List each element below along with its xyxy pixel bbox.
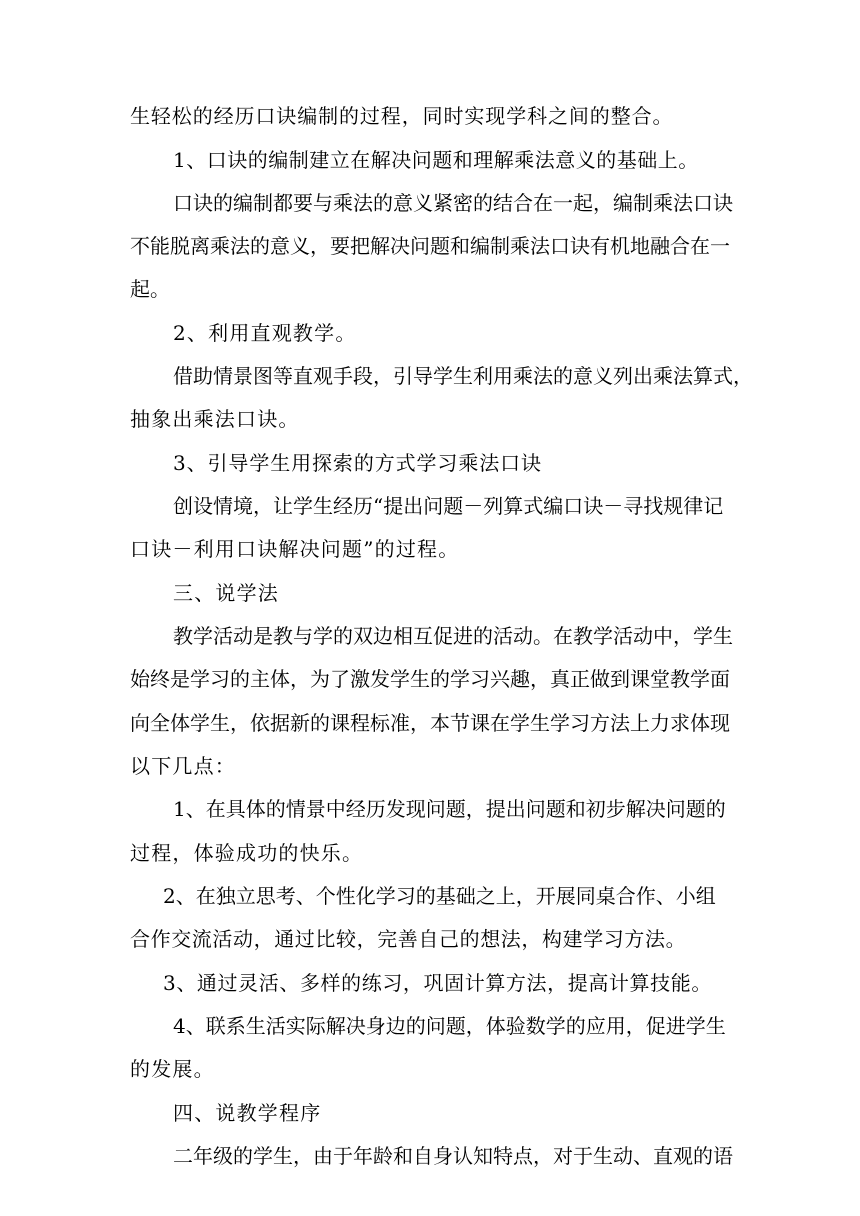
text-line: 三、说学法: [173, 581, 279, 605]
text-line: 四、说教学程序: [173, 1101, 322, 1125]
text-line: 创设情境，让学生经历“提出问题－列算式编口诀－寻找规律记: [173, 494, 724, 518]
text-line: 向全体学生，依据新的课程标准，本节课在学生学习方法上力求体现: [130, 711, 730, 735]
text-line: 生轻松的经历口诀编制的过程，同时实现学科之间的整合。: [130, 104, 674, 128]
text-line: 3、引导学生用探索的方式学习乘法口诀: [173, 451, 542, 475]
text-line: 过程，体验成功的快乐。: [130, 841, 364, 865]
text-line: 合作交流活动，通过比较，完善自己的想法，构建学习方法。: [130, 927, 687, 951]
text-line: 2、利用直观教学。: [173, 321, 357, 345]
text-line: 始终是学习的主体，为了激发学生的学习兴趣，真正做到课堂教学面: [130, 667, 730, 691]
text-line: 3、通过灵活、多样的练习，巩固计算方法，提高计算技能。: [163, 971, 712, 995]
text-line: 1、在具体的情景中经历发现问题，提出问题和初步解决问题的: [173, 797, 726, 821]
text-line: 4、联系生活实际解决身边的问题，体验数学的应用，促进学生: [173, 1014, 726, 1038]
text-line: 不能脱离乘法的意义，要把解决问题和编制乘法口诀有机地融合在一: [130, 234, 730, 258]
text-line: 1、口诀的编制建立在解决问题和理解乘法意义的基础上。: [173, 148, 699, 172]
text-line: 以下几点：: [130, 754, 236, 778]
text-line: 教学活动是教与学的双边相互促进的活动。在教学活动中，学生: [173, 624, 733, 648]
text-line: 二年级的学生，由于年龄和自身认知特点，对于生动、直观的语: [173, 1144, 733, 1168]
text-line: 2、在独立思考、个性化学习的基础之上，开展同桌合作、小组: [163, 884, 716, 908]
text-line: 起。: [130, 277, 170, 301]
text-line: 借助情景图等直观手段，引导学生利用乘法的意义列出乘法算式，: [173, 364, 753, 388]
text-line: 口诀的编制都要与乘法的意义紧密的结合在一起，编制乘法口诀: [173, 191, 733, 215]
text-line: 的发展。: [130, 1057, 215, 1081]
text-line: 口诀－利用口诀解决问题”的过程。: [130, 537, 460, 561]
text-line: 抽象出乘法口诀。: [130, 407, 300, 431]
